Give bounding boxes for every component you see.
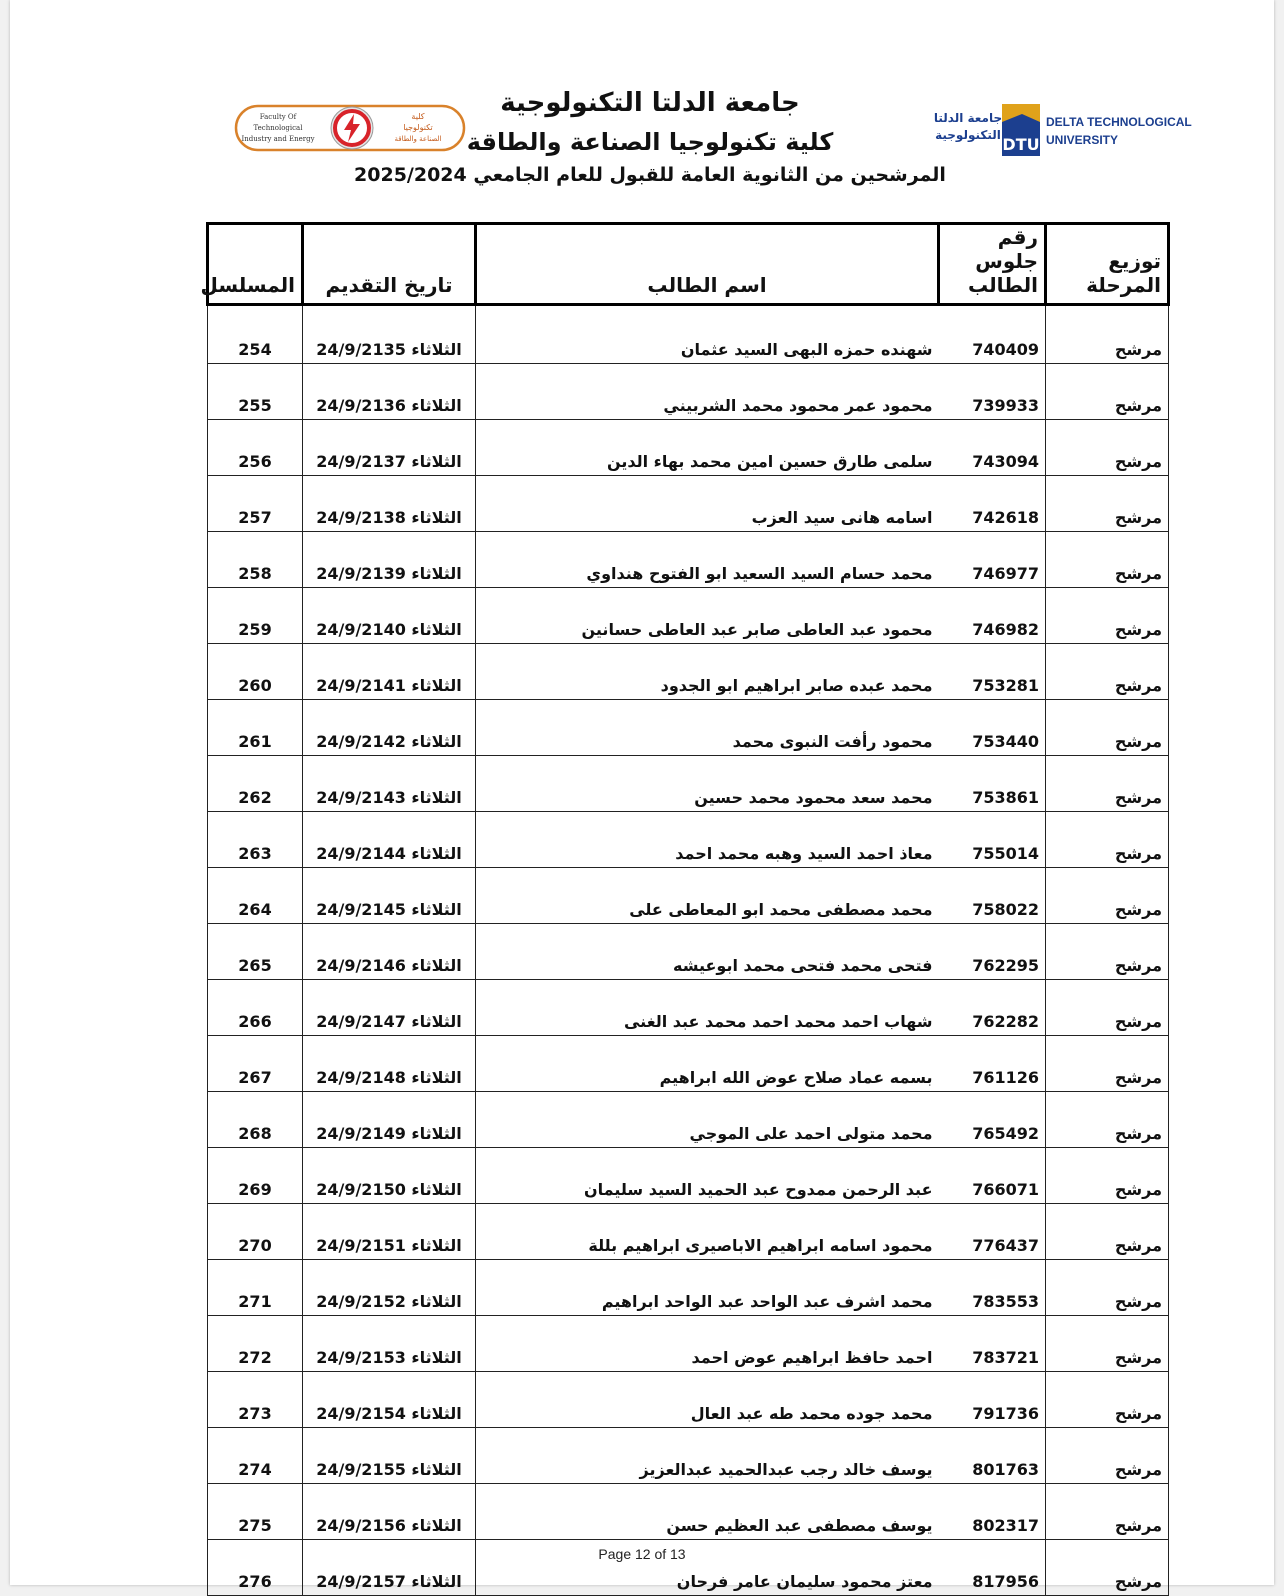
table-row (208, 532, 1169, 588)
table-row (208, 756, 1169, 812)
cell-stage: مرشح (1046, 1484, 1169, 1540)
table-row (208, 868, 1169, 924)
cell-application-date: الثلاثاء 24/9/2148 (303, 1036, 476, 1092)
svg-text:DTU: DTU (1002, 135, 1040, 154)
table-row (208, 1428, 1169, 1484)
cell-stage: مرشح (1046, 1428, 1169, 1484)
cell-application-date: الثلاثاء 24/9/2152 (303, 1260, 476, 1316)
cell-seat-number: 783553 (939, 1260, 1046, 1316)
dtu-logo-ar-1: جامعة الدلتا (933, 111, 1003, 125)
cell-stage: مرشح (1046, 1260, 1169, 1316)
cell-seat-number: 776437 (939, 1204, 1046, 1260)
cell-stage: مرشح (1046, 868, 1169, 924)
cell-serial: 260 (208, 644, 303, 700)
cell-seat-number: 762282 (939, 980, 1046, 1036)
cell-student-name: شهاب احمد محمد احمد محمد عبد الغنى (476, 980, 939, 1036)
cell-student-name: فتحى محمد فتحى محمد ابوعيشه (476, 924, 939, 980)
cell-application-date: الثلاثاء 24/9/2136 (303, 364, 476, 420)
cell-stage: مرشح (1046, 1372, 1169, 1428)
cell-seat-number: 758022 (939, 868, 1046, 924)
faculty-logo-ar-2: تكنولوجيا (403, 123, 433, 132)
cell-serial: 275 (208, 1484, 303, 1540)
table-row (208, 364, 1169, 420)
cell-seat-number: 783721 (939, 1316, 1046, 1372)
cell-serial: 264 (208, 868, 303, 924)
cell-student-name: محمد مصطفى محمد ابو المعاطى على (476, 868, 939, 924)
cell-application-date: الثلاثاء 24/9/2142 (303, 700, 476, 756)
cell-student-name: محمد سعد محمود محمد حسين (476, 756, 939, 812)
cell-student-name: محمد متولى احمد على الموجي (476, 1092, 939, 1148)
cell-serial: 258 (208, 532, 303, 588)
cell-stage: مرشح (1046, 1316, 1169, 1372)
cell-serial: 276 (208, 1540, 303, 1596)
cell-application-date: الثلاثاء 24/9/2147 (303, 980, 476, 1036)
cell-stage: مرشح (1046, 420, 1169, 476)
cell-stage: مرشح (1046, 532, 1169, 588)
cell-student-name: عبد الرحمن ممدوح عبد الحميد السيد سليمان (476, 1148, 939, 1204)
cell-stage: مرشح (1046, 476, 1169, 532)
cell-stage: مرشح (1046, 812, 1169, 868)
table-row (208, 1484, 1169, 1540)
cell-serial: 270 (208, 1204, 303, 1260)
cell-seat-number: 743094 (939, 420, 1046, 476)
candidates-table (200, 222, 1170, 1596)
table-body (208, 305, 1169, 1596)
cell-student-name: محمد اشرف عبد الواحد عبد الواحد ابراهيم (476, 1260, 939, 1316)
cell-seat-number: 740409 (939, 305, 1046, 364)
cell-application-date: الثلاثاء 24/9/2154 (303, 1372, 476, 1428)
cell-seat-number: 817956 (939, 1540, 1046, 1596)
faculty-logo-ar-1: كلية (411, 112, 425, 121)
cell-stage: مرشح (1046, 644, 1169, 700)
cell-serial: 273 (208, 1372, 303, 1428)
cell-seat-number: 766071 (939, 1148, 1046, 1204)
col-header-date: تاريخ التقديم (303, 224, 476, 305)
cell-student-name: معتز محمود سليمان عامر فرحان (476, 1540, 939, 1596)
table-row (208, 1036, 1169, 1092)
cell-stage: مرشح (1046, 364, 1169, 420)
cell-stage: مرشح (1046, 1204, 1169, 1260)
table-row (208, 305, 1169, 364)
cell-application-date: الثلاثاء 24/9/2139 (303, 532, 476, 588)
table-row (208, 1092, 1169, 1148)
cell-student-name: محمود عبد العاطى صابر عبد العاطى حسانين (476, 588, 939, 644)
cell-stage: مرشح (1046, 756, 1169, 812)
dtu-mark-icon (1002, 104, 1040, 156)
cell-application-date: الثلاثاء 24/9/2137 (303, 420, 476, 476)
table-row (208, 1372, 1169, 1428)
cell-serial: 259 (208, 588, 303, 644)
cell-seat-number: 742618 (939, 476, 1046, 532)
cell-seat-number: 761126 (939, 1036, 1046, 1092)
cell-student-name: محمود رأفت النبوى محمد (476, 700, 939, 756)
document-subtitle: المرشحين من الثانوية العامة للقبول للعام الجامعي 2025/2024 (354, 164, 946, 186)
cell-serial: 263 (208, 812, 303, 868)
cell-application-date: الثلاثاء 24/9/2135 (303, 305, 476, 364)
col-header-stage: توزيع المرحلة (1046, 224, 1169, 305)
col-header-name: اسم الطالب (476, 224, 939, 305)
table-header-row (208, 224, 1169, 305)
table-row (208, 1316, 1169, 1372)
cell-seat-number: 755014 (939, 812, 1046, 868)
faculty-logo-en-3: Industry and Energy (241, 135, 315, 143)
faculty-title: كلية تكنولوجيا الصناعة والطاقة (466, 128, 834, 156)
cell-student-name: محمد عبده صابر ابراهيم ابو الجدود (476, 644, 939, 700)
cell-seat-number: 746977 (939, 532, 1046, 588)
cell-application-date: الثلاثاء 24/9/2156 (303, 1484, 476, 1540)
cell-stage: مرشح (1046, 980, 1169, 1036)
cell-application-date: الثلاثاء 24/9/2145 (303, 868, 476, 924)
table-row (208, 980, 1169, 1036)
cell-serial: 257 (208, 476, 303, 532)
faculty-logo-en-1: Faculty Of (259, 113, 297, 121)
cell-application-date: الثلاثاء 24/9/2141 (303, 644, 476, 700)
cell-serial: 265 (208, 924, 303, 980)
cell-student-name: احمد حافظ ابراهيم عوض احمد (476, 1316, 939, 1372)
cell-serial: 271 (208, 1260, 303, 1316)
table-row (208, 1260, 1169, 1316)
cell-serial: 267 (208, 1036, 303, 1092)
cell-application-date: الثلاثاء 24/9/2138 (303, 476, 476, 532)
cell-serial: 254 (208, 305, 303, 364)
cell-serial: 255 (208, 364, 303, 420)
faculty-logo-en-2: Technological (253, 124, 303, 132)
cell-application-date: الثلاثاء 24/9/2140 (303, 588, 476, 644)
faculty-logo-ar-3: الصناعة والطاقة (394, 135, 442, 143)
table-row (208, 588, 1169, 644)
cell-stage: مرشح (1046, 588, 1169, 644)
cell-serial: 261 (208, 700, 303, 756)
cell-application-date: الثلاثاء 24/9/2155 (303, 1428, 476, 1484)
table-row (208, 812, 1169, 868)
gear-bolt-icon (331, 107, 373, 149)
cell-seat-number: 801763 (939, 1428, 1046, 1484)
table-row (208, 700, 1169, 756)
cell-student-name: محمود اسامه ابراهيم الاباصيرى ابراهيم بللة (476, 1204, 939, 1260)
table-row (208, 1148, 1169, 1204)
cell-student-name: شهنده حمزه البهى السيد عثمان (476, 305, 939, 364)
university-title: جامعة الدلتا التكنولوجية (500, 88, 800, 118)
cell-stage: مرشح (1046, 1092, 1169, 1148)
cell-application-date: الثلاثاء 24/9/2143 (303, 756, 476, 812)
cell-serial: 262 (208, 756, 303, 812)
table-row (208, 1204, 1169, 1260)
cell-seat-number: 762295 (939, 924, 1046, 980)
dtu-logo-en-1: DELTA TECHNOLOGICAL (1046, 115, 1192, 129)
dtu-logo (930, 100, 1192, 162)
cell-student-name: معاذ احمد السيد وهبه محمد احمد (476, 812, 939, 868)
cell-stage: مرشح (1046, 305, 1169, 364)
cell-serial: 266 (208, 980, 303, 1036)
page-number: Page 12 of 13 (598, 1546, 686, 1562)
table-row (208, 644, 1169, 700)
cell-application-date: الثلاثاء 24/9/2150 (303, 1148, 476, 1204)
cell-student-name: يوسف مصطفى عبد العظيم حسن (476, 1484, 939, 1540)
cell-application-date: الثلاثاء 24/9/2149 (303, 1092, 476, 1148)
cell-seat-number: 753281 (939, 644, 1046, 700)
cell-application-date: الثلاثاء 24/9/2151 (303, 1204, 476, 1260)
cell-student-name: بسمه عماد صلاح عوض الله ابراهيم (476, 1036, 939, 1092)
cell-serial: 269 (208, 1148, 303, 1204)
dtu-logo-en-2: UNIVERSITY (1046, 133, 1119, 147)
cell-stage: مرشح (1046, 700, 1169, 756)
cell-application-date: الثلاثاء 24/9/2157 (303, 1540, 476, 1596)
cell-student-name: سلمى طارق حسين امين محمد بهاء الدين (476, 420, 939, 476)
cell-stage: مرشح (1046, 1036, 1169, 1092)
table-row (208, 476, 1169, 532)
table-row (208, 420, 1169, 476)
cell-serial: 274 (208, 1428, 303, 1484)
cell-seat-number: 753440 (939, 700, 1046, 756)
cell-stage: مرشح (1046, 1540, 1169, 1596)
cell-stage: مرشح (1046, 924, 1169, 980)
cell-application-date: الثلاثاء 24/9/2153 (303, 1316, 476, 1372)
cell-student-name: محمود عمر محمود محمد الشربيني (476, 364, 939, 420)
dtu-logo-ar-2: التكنولوجية (935, 128, 1001, 142)
cell-student-name: يوسف خالد رجب عبدالحميد عبدالعزيز (476, 1428, 939, 1484)
cell-seat-number: 753861 (939, 756, 1046, 812)
cell-seat-number: 791736 (939, 1372, 1046, 1428)
cell-student-name: محمد حسام السيد السعيد ابو الفتوح هنداوي (476, 532, 939, 588)
cell-serial: 256 (208, 420, 303, 476)
col-header-seat: رقم جلوس الطالب (939, 224, 1046, 305)
cell-student-name: محمد جوده محمد طه عبد العال (476, 1372, 939, 1428)
col-header-serial: المسلسل (208, 224, 303, 305)
cell-serial: 268 (208, 1092, 303, 1148)
cell-seat-number: 802317 (939, 1484, 1046, 1540)
document-page (10, 0, 1274, 1591)
cell-seat-number: 746982 (939, 588, 1046, 644)
cell-seat-number: 765492 (939, 1092, 1046, 1148)
cell-application-date: الثلاثاء 24/9/2144 (303, 812, 476, 868)
cell-serial: 272 (208, 1316, 303, 1372)
cell-seat-number: 739933 (939, 364, 1046, 420)
cell-application-date: الثلاثاء 24/9/2146 (303, 924, 476, 980)
cell-student-name: اسامه هانى سيد العزب (476, 476, 939, 532)
table-row (208, 924, 1169, 980)
cell-stage: مرشح (1046, 1148, 1169, 1204)
